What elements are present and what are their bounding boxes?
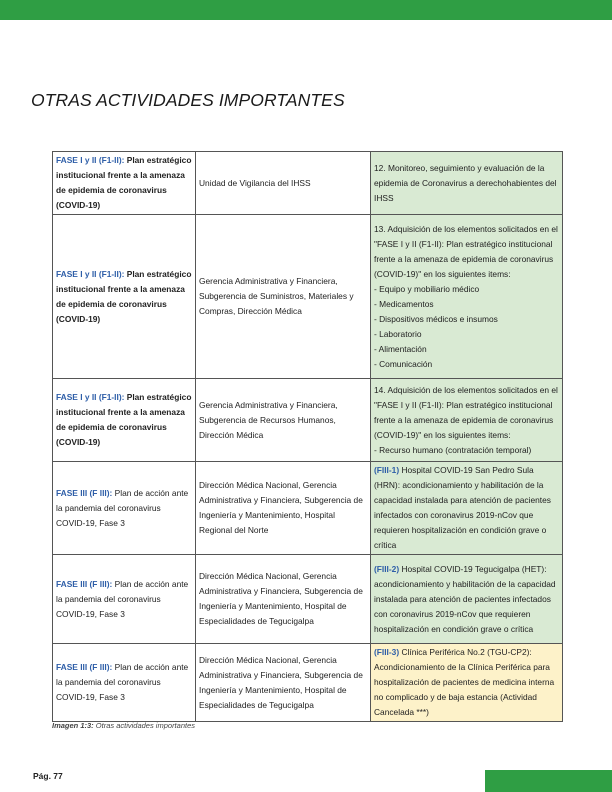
phase-description: Plan estratégico institucional frente a la amenaza de epidemia de coronavirus (COVID-19) (56, 155, 192, 210)
activity-code: (FIII-1) (374, 465, 400, 475)
phase-tag: FASE I y II (F1-II): (56, 392, 125, 402)
activity-list-item: - Alimentación (374, 343, 427, 354)
responsible-cell: Dirección Médica Nacional, Gerencia Administrativa y Financiera, Subgerencia de Ingeniería y Mantenimiento, Hospital de Especialidades de Tegucigalpa (196, 555, 371, 644)
phase-cell (53, 555, 196, 644)
activity-cell (371, 379, 563, 462)
responsible-cell: Dirección Médica Nacional, Gerencia Administrativa y Financiera, Subgerencia de Ingeniería y Mantenimiento, Hospital de Especialidades de Tegucigalpa (196, 644, 371, 722)
responsible-cell: Dirección Médica Nacional, Gerencia Administrativa y Financiera, Subgerencia de Ingeniería y Mantenimiento, Hospital Regional del Norte (196, 462, 371, 555)
phase-cell (53, 215, 196, 379)
figure-caption (52, 721, 195, 730)
activity-code: (FIII-3) (374, 647, 400, 657)
responsible-cell: Unidad de Vigilancia del IHSS (196, 152, 371, 215)
page-title: OTRAS ACTIVIDADES IMPORTANTES (31, 90, 345, 110)
table-row (53, 462, 563, 555)
activity-cell (371, 555, 563, 644)
activity-cell (371, 215, 563, 379)
table-row (53, 644, 563, 722)
table-row (53, 379, 563, 462)
page-number: Pág. 77 (33, 771, 63, 781)
phase-cell (53, 462, 196, 555)
activity-cell (371, 462, 563, 555)
activity-text: Hospital COVID-19 Tegucigalpa (HET): acondicionamiento y habilitación de la capacidad instalada para atención de pacientes infectados con coronavirus 2019-nCov que requieren hospitalización en condición grave o crítica (374, 563, 556, 634)
responsible-cell: Gerencia Administrativa y Financiera, Subgerencia de Suministros, Materiales y Compras, Dirección Médica (196, 215, 371, 379)
activity-text: 14. Adquisición de los elementos solicitados en el "FASE I y II (F1-II): Plan estratégico institucional frente a la amenaza de epidemia de coronavirus (COVID-19)" en los siguientes items: (374, 384, 558, 440)
activity-cell (371, 152, 563, 215)
phase-description: Plan de acción ante la pandemia del coronavirus COVID-19, Fase 3 (56, 662, 189, 702)
phase-description: Plan de acción ante la pandemia del coronavirus COVID-19, Fase 3 (56, 487, 189, 528)
activity-text: 12. Monitoreo, seguimiento y evaluación de la epidemia de Coronavirus a derechohabientes del IHSS (374, 162, 557, 203)
caption-text: Otras actividades importantes (95, 721, 195, 730)
activity-list-item: - Laboratorio (374, 328, 422, 339)
activities-table (52, 151, 563, 722)
phase-cell (53, 152, 196, 215)
phase-tag: FASE III (F III): (56, 662, 113, 672)
activity-list-item: - Dispositivos médicos e insumos (374, 313, 498, 324)
phase-cell (53, 379, 196, 462)
activity-text: Hospital COVID-19 San Pedro Sula (HRN): acondicionamiento y habilitación de la capacidad instalada para atención de pacientes infectados con coronavirus 2019-nCov que requieren hospitalización en condición grave o crítica (374, 465, 551, 550)
phase-tag: FASE I y II (F1-II): (56, 155, 125, 165)
phase-cell (53, 644, 196, 722)
activity-cell (371, 644, 563, 722)
table-row (53, 215, 563, 379)
table-row (53, 152, 563, 215)
phase-tag: FASE III (F III): (56, 487, 113, 498)
activity-list-item: - Recurso humano (contratación temporal) (374, 444, 532, 455)
phase-description: Plan estratégico institucional frente a la amenaza de epidemia de coronavirus (COVID-19) (56, 392, 192, 447)
activity-list-item: - Medicamentos (374, 298, 434, 309)
top-accent-bar (0, 0, 612, 20)
phase-description: Plan de acción ante la pandemia del coronavirus COVID-19, Fase 3 (56, 578, 189, 619)
activity-text: 13. Adquisición de los elementos solicitados en el "FASE I y II (F1-II): Plan estratégico institucional frente a la amenaza de epidemia de coronavirus (COVID-19)" en los siguientes items: (374, 223, 558, 279)
caption-label: Imagen 1:3: (52, 721, 94, 730)
activity-text: Clínica Periférica No.2 (TGU-CP2): Acondicionamiento de la Clínica Periférica para hospitalización de pacientes de medicina interna no complicado y de baja estancia (Actividad Cancelada ***) (374, 647, 555, 717)
phase-tag: FASE I y II (F1-II): (56, 268, 125, 279)
responsible-cell: Gerencia Administrativa y Financiera, Subgerencia de Recursos Humanos, Dirección Médica (196, 379, 371, 462)
bottom-accent-bar (485, 770, 612, 792)
table-row (53, 555, 563, 644)
phase-tag: FASE III (F III): (56, 578, 113, 589)
activity-list-item: - Equipo y mobiliario médico (374, 283, 480, 294)
activity-list-item: - Comunicación (374, 358, 433, 369)
phase-description: Plan estratégico institucional frente a la amenaza de epidemia de coronavirus (COVID-19) (56, 268, 192, 324)
activity-code: (FIII-2) (374, 563, 400, 574)
